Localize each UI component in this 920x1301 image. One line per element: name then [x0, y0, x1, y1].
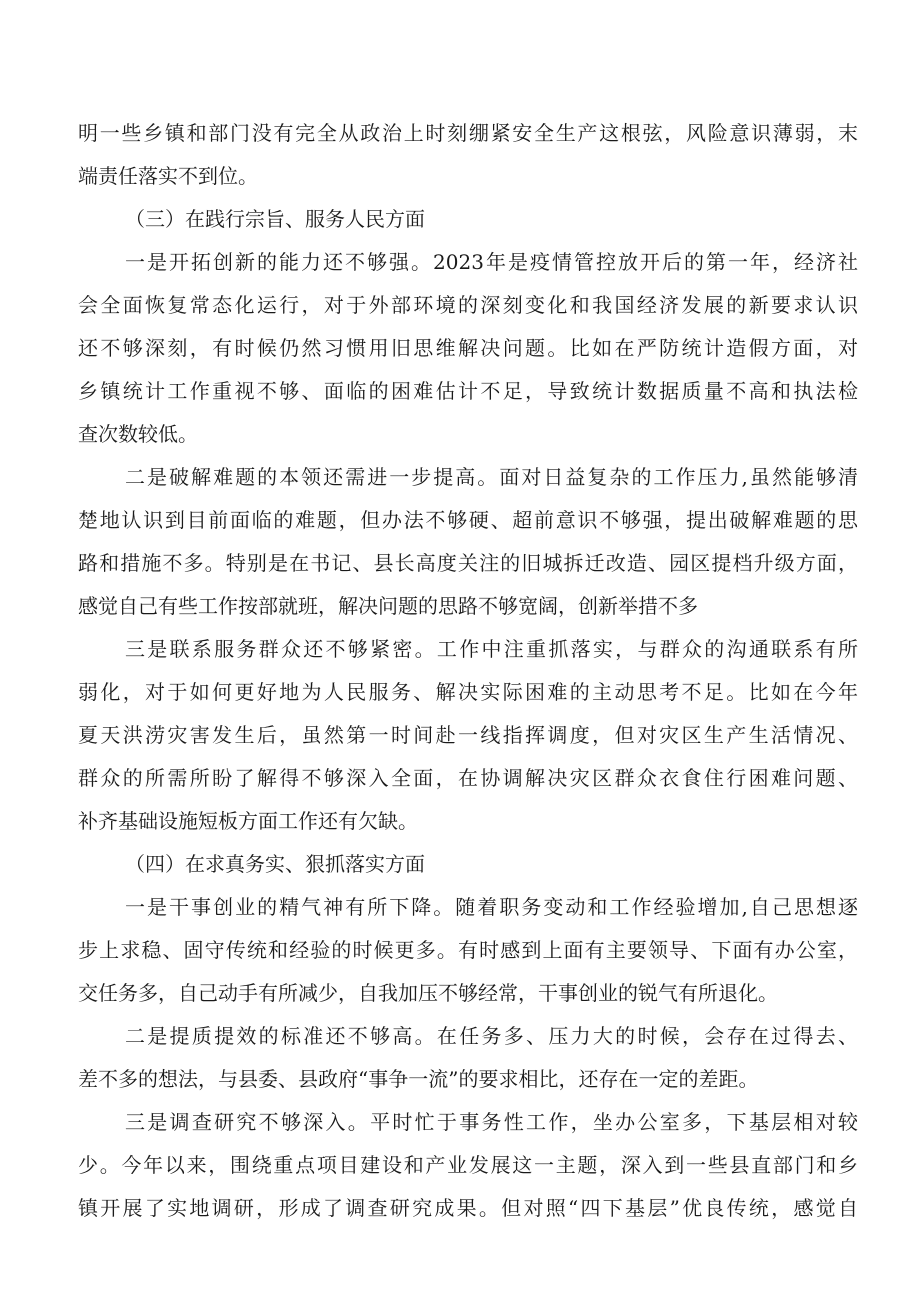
paragraph-line: 夏天洪涝灾害发生后，虽然第一时间赴一线指挥调度，但对灾区生产生活情况、 — [78, 723, 858, 747]
paragraph-line: 查次数较低。 — [78, 422, 198, 446]
paragraph-line: 还不够深刻，有时候仍然习惯用旧思维解决问题。比如在严防统计造假方面，对 — [78, 336, 858, 360]
paragraph-line: 一是干事创业的精气神有所下降。随着职务变动和工作经验增加,自己思想逐 — [125, 895, 858, 919]
paragraph-line: 乡镇统计工作重视不够、面临的困难估计不足，导致统计数据质量不高和执法检 — [78, 379, 858, 403]
paragraph-line: 二是破解难题的本领还需进一步提高。面对日益复杂的工作压力,虽然能够清 — [125, 465, 858, 489]
paragraph-line: 补齐基础设施短板方面工作还有欠缺。 — [78, 809, 418, 833]
paragraph-line: 少。今年以来，围绕重点项目建设和产业发展这一主题，深入到一些县直部门和乡 — [78, 1153, 858, 1177]
paragraph-line: 感觉自己有些工作按部就班，解决问题的思路不够宽阔，创新举措不多 — [78, 594, 698, 618]
paragraph-line: 明一些乡镇和部门没有完全从政治上时刻绷紧安全生产这根弦，风险意识薄弱，末 — [78, 121, 858, 145]
paragraph-line: 群众的所需所盼了解得不够深入全面，在协调解决灾区群众衣食住行困难问题、 — [78, 766, 858, 790]
paragraph-line: 弱化，对于如何更好地为人民服务、解决实际困难的主动思考不足。比如在今年 — [78, 680, 858, 704]
section-heading: （三）在践行宗旨、服务人民方面 — [125, 207, 425, 231]
paragraph-line: 三是联系服务群众还不够紧密。工作中注重抓落实，与群众的沟通联系有所 — [125, 637, 858, 661]
paragraph-line: 二是提质提效的标准还不够高。在任务多、压力大的时候，会存在过得去、 — [125, 1024, 858, 1048]
paragraph-line: 路和措施不多。特别是在书记、县长高度关注的旧城拆迁改造、园区提档升级方面， — [78, 551, 858, 575]
paragraph-line: 步上求稳、固守传统和经验的时候更多。有时感到上面有主要领导、下面有办公室， — [78, 938, 858, 962]
paragraph-line: 交任务多，自己动手有所减少，自我加压不够经常，干事创业的锐气有所退化。 — [78, 981, 778, 1005]
paragraph-line: 端责任落实不到位。 — [78, 164, 258, 188]
section-heading: （四）在求真务实、狠抓落实方面 — [125, 852, 425, 876]
paragraph-line: 楚地认识到目前面临的难题，但办法不够硬、超前意识不够强，提出破解难题的思 — [78, 508, 858, 532]
paragraph-line: 一是开拓创新的能力还不够强。2023年是疫情管控放开后的第一年，经济社 — [125, 250, 858, 274]
paragraph-line: 镇开展了实地调研，形成了调查研究成果。但对照“四下基层”优良传统，感觉自 — [78, 1196, 858, 1220]
paragraph-line: 差不多的想法，与县委、县政府“事争一流”的要求相比，还存在一定的差距。 — [78, 1067, 759, 1091]
paragraph-line: 会全面恢复常态化运行，对于外部环境的深刻变化和我国经济发展的新要求认识 — [78, 293, 858, 317]
paragraph-line: 三是调查研究不够深入。平时忙于事务性工作，坐办公室多，下基层相对较 — [125, 1110, 858, 1134]
